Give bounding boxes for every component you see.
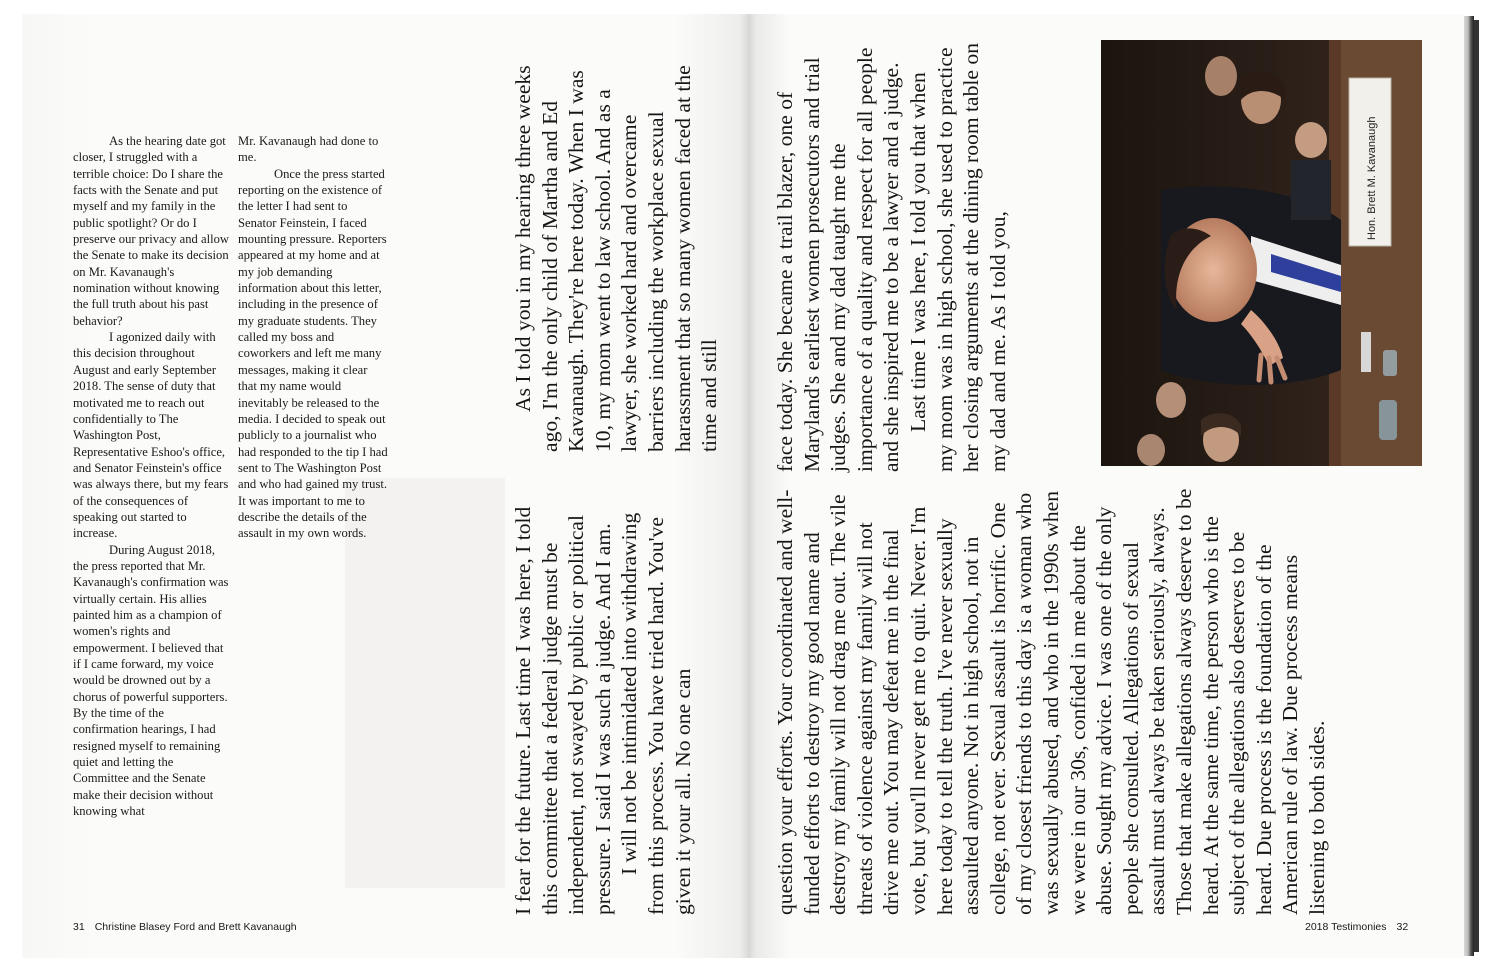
page-number: 32 <box>1396 921 1409 933</box>
paragraph: face today. She became a trail blazer, one of Maryland's earliest women prosecutors and trial judges. She and my dad taught me the importance of a quality and respect for all people and she inspired me to be a lawyer and a judge. <box>773 47 904 472</box>
hearing-photo-illustration <box>1101 40 1422 466</box>
paragraph: question your efforts. Your coordinated and well-funded efforts to destroy my good name and destroy my family will not drag me out. The vile threats of violence against my family will not drive me out. You may defeat me in the final vote, but you'll never get me to quit. Never. I'm here today to tell the truth. I've never sexually assaulted anyone. Not in high school, not in college, not ever. Sexual assault is horrific. One of my closest friends to this day is a woman who was sexually abused, and who in the 1990s when we were in our 30s, confided in me about the abuse. Sought my advice. I was one of the only people she consulted. Allegations of sexual assault must always be taken seriously, always. Those that make allegations always deserve to be heard. At the same time, the person who is the subject of the allegations also deserves to be heard. Due process is the foundation of the American rule of law. Due process means listening to both sides. <box>773 488 1329 915</box>
paragraph: I agonized daily with this decision throughout August and early September 2018. The sense of duty that motivated me to reach out confidentially to The Washington Post, Representative Eshoo's office, and Senator Feinstein's office was always there, but my fears of the consequences of speaking out started to increase. <box>73 330 229 541</box>
body-column-2 <box>238 133 388 542</box>
page-number: 31 <box>73 921 85 933</box>
body-column-1 <box>73 133 229 819</box>
paragraph: As the hearing date got closer, I struggled with a terrible choice: Do I share the facts with the Senate and put myself and my family in the public spotlight? Or do I preserve our privacy and allow the Senate to make its decision on Mr. Kavanaugh's nomination without knowing the full truth about his past behavior? <box>73 134 229 328</box>
paragraph: As I told you in my hearing three weeks ago, I'm the only child of Martha and Ed Kavanaugh. They're here today. When I was 10, my mom went to law school. And as a lawyer, she worked hard and overcame barriers including the workplace sexual harassment that so many women faced at the time and still <box>511 65 722 452</box>
nameplate <box>1349 78 1391 246</box>
cover-edge <box>1474 20 1479 952</box>
paragraph: During August 2018, the press reported that Mr. Kavanaugh's confirmation was virtually certain. His allies painted him as a champion of women's rights and empowerment. I believed that if I came forward, my voice would be drowned out by a chorus of powerful supporters. By the time of the confirmation hearings, I had resigned myself to remaining quiet and letting the Committee and the Senate make their decision without knowing what <box>73 542 229 819</box>
running-title: 2018 Testimonies <box>1305 921 1387 933</box>
folio-left <box>73 921 297 933</box>
paragraph: I will not be intimidated into withdrawing from this process. You have tried hard. You've given it your all. No one can <box>617 512 695 915</box>
folio-right <box>1305 921 1408 933</box>
page-gutter <box>740 14 756 958</box>
paragraph: I fear for the future. Last time I was here, I told this committee that a federal judge must be independent, not swayed by public or political pressure. I said I was such a judge. And I am. <box>511 506 615 915</box>
paragraph: Last time I was here, I told you that when my mom was in high school, she used to practice her closing arguments at the dining room table on my dad and me. As I told you, <box>905 43 1010 472</box>
page-edge <box>1464 16 1474 956</box>
paragraph: Mr. Kavanaugh had done to me. <box>238 134 379 165</box>
hearing-photo <box>1101 40 1422 466</box>
paragraph: Once the press started reporting on the existence of the letter I had sent to Senator Feinstein, I faced mounting pressure. Reporters appeared at my home and at my job demanding information about this letter, including in the presence of my graduate students. They called my boss and coworkers and left me many messages, making it clear that my name would inevitably be released to the media. I decided to speak out publicly to a journalist who had responded to the tip I had sent to The Washington Post and who had gained my trust. It was important to me to describe the details of the assault in my own words. <box>238 166 388 541</box>
running-title: Christine Blasey Ford and Brett Kavanaugh <box>94 921 297 933</box>
nameplate-text: Hon. Brett M. Kavanaugh <box>1366 116 1378 240</box>
